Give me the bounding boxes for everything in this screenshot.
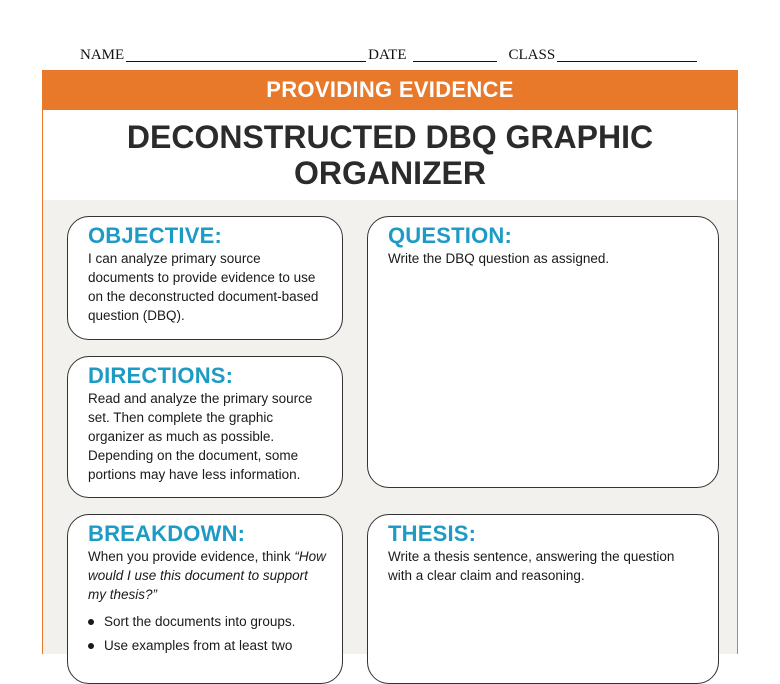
date-blank[interactable] [413, 47, 497, 62]
objective-text: I can analyze primary source documents to provide evidence to use on the deconstructed document-based question (DBQ). [88, 251, 319, 323]
title-box [42, 110, 738, 201]
question-heading: QUESTION: [388, 223, 513, 248]
breakdown-bullet-item [88, 634, 326, 658]
objective-heading: OBJECTIVE: [88, 223, 223, 248]
directions-heading: DIRECTIONS: [88, 363, 234, 388]
organizer-area [42, 200, 738, 654]
date-label: DATE [368, 47, 407, 63]
question-card[interactable] [367, 216, 719, 488]
directions-text: Read and analyze the primary source set. Then complete the graphic organizer as much as possible. Depending on the document, some portions may have less information. [88, 391, 313, 482]
breakdown-heading: BREAKDOWN: [88, 521, 246, 546]
banner-text: PROVIDING EVIDENCE [266, 77, 514, 102]
breakdown-bullet-item [88, 610, 326, 634]
class-label: CLASS [508, 47, 556, 63]
breakdown-bullet-text: Use examples from at least two [104, 638, 293, 653]
directions-card [67, 356, 343, 498]
breakdown-intro-plain: When you provide evidence, think [88, 549, 291, 564]
page-title: DECONSTRUCTED DBQ GRAPHIC ORGANIZER [126, 119, 654, 191]
thesis-prompt: Write a thesis sentence, answering the question with a clear claim and reasoning. [388, 549, 675, 583]
question-prompt: Write the DBQ question as assigned. [388, 251, 610, 266]
bullet-icon [88, 643, 94, 649]
breakdown-intro-italic: “How would I use this document to support my thesis?” [88, 549, 326, 602]
name-blank[interactable] [126, 47, 366, 62]
thesis-heading: THESIS: [388, 521, 477, 546]
objective-card [67, 216, 343, 340]
name-label: NAME [80, 47, 125, 63]
thesis-card[interactable] [367, 514, 719, 684]
bullet-icon [88, 619, 94, 625]
student-info-line [80, 38, 720, 64]
section-banner [42, 70, 738, 110]
class-blank[interactable] [557, 47, 697, 62]
breakdown-card [67, 514, 343, 684]
breakdown-intro [88, 547, 326, 604]
breakdown-list [88, 610, 326, 658]
breakdown-bullet-text: Sort the documents into groups. [104, 614, 296, 629]
